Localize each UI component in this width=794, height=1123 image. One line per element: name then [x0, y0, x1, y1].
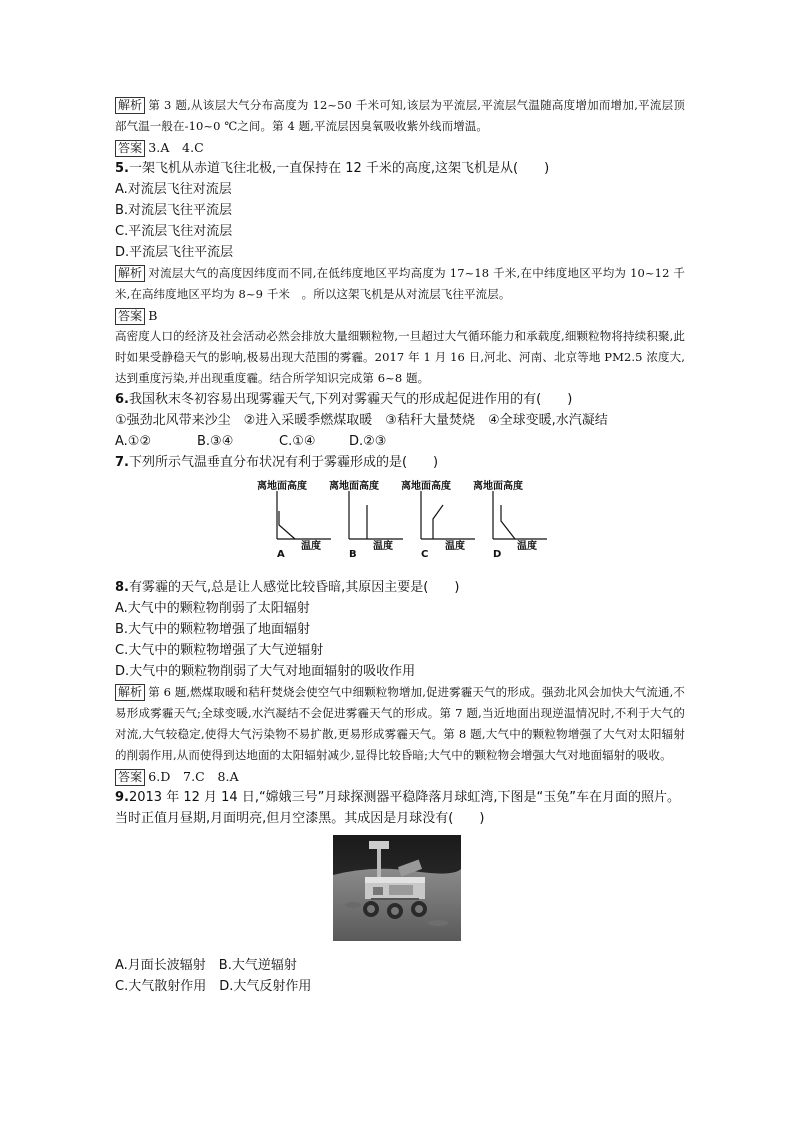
- answer-text: 3.A 4.C: [148, 140, 204, 155]
- question-5: [115, 158, 685, 179]
- chart-d: [473, 477, 557, 569]
- answer-tag: 答案: [115, 308, 145, 325]
- answer-tag: 答案: [115, 140, 145, 157]
- chart-a-curve: [279, 511, 295, 539]
- option-d: D.平流层飞往平流层: [115, 245, 234, 260]
- answer-text: B: [148, 308, 158, 323]
- answer-q6-q8: [115, 766, 685, 787]
- option-a: A.①②: [115, 434, 152, 449]
- chart-d-curve: [501, 505, 515, 539]
- y-axis-label: 离地面高度: [473, 481, 523, 492]
- question-6-items: ①强劲北风带来沙尘 ②进入采暖季燃煤取暖 ③秸秆大量焚烧 ④全球变暖,水汽凝结: [115, 413, 608, 428]
- question-stem: 有雾霾的天气,总是让人感觉比较昏暗,其原因主要是( ): [128, 580, 460, 595]
- yutu-rover-photo: [333, 835, 461, 941]
- y-axis-label: 离地面高度: [401, 481, 451, 492]
- chart-letter: B: [349, 549, 357, 560]
- option-b: B.③④: [197, 434, 234, 449]
- option-d: D.②③: [349, 434, 387, 449]
- analysis-tag: 解析: [115, 684, 145, 701]
- question-number: 9.: [115, 790, 129, 805]
- chart-d-plot: [483, 491, 549, 541]
- option-c: C.大气中的颗粒物增强了大气逆辐射: [115, 643, 324, 658]
- y-axis-label: 离地面高度: [329, 481, 379, 492]
- question-stem: 我国秋末冬初容易出现雾霾天气,下列对雾霾天气的形成起促进作用的有( ): [128, 392, 573, 407]
- option-c: C.平流层飞往对流层: [115, 224, 233, 239]
- chart-b-plot: [339, 491, 405, 541]
- chart-letter: C: [421, 549, 429, 560]
- analysis-q3-q4: [115, 95, 685, 137]
- analysis-text: 对流层大气的高度因纬度而不同,在低纬度地区平均高度为 17~18 千米,在中纬度地区平均为 10~12 千米,在高纬度地区平均为 8~9 千米 。所以这架飞机是从对流层飞往平流层。: [115, 266, 685, 301]
- y-axis-label: 离地面高度: [257, 481, 307, 492]
- question-number: 6.: [115, 392, 129, 407]
- question-6: [115, 389, 685, 410]
- question-9-options-row-2: C.大气散射作用 D.大气反射作用: [115, 979, 312, 994]
- worksheet-page: [115, 95, 685, 997]
- chart-c-curve: [433, 505, 443, 539]
- question-9: [115, 787, 685, 829]
- question-number: 5.: [115, 161, 129, 176]
- reading-material: 高密度人口的经济及社会活动必然会排放大量细颗粒物,一旦超过大气循环能力和承载度,细颗粒物将持续积聚,此时如果受静稳天气的影响,极易出现大范围的雾霾。2017 年 1 月 16 日,河北、河南、北京等地 PM2.5 浓度大,达到重度污染,并出现重度霾。结合所学知识完成第 6~8 题。: [115, 329, 685, 385]
- analysis-text: 第 3 题,从该层大气分布高度为 12~50 千米可知,该层为平流层,平流层气温随高度增加而增加,平流层顶部气温一般在-10~0 ℃之间。第 4 题,平流层因臭氧吸收紫外线而增温。: [115, 98, 685, 133]
- question-number: 8.: [115, 580, 129, 595]
- chart-c-plot: [411, 491, 477, 541]
- question-7: [115, 452, 685, 473]
- option-a: A.大气中的颗粒物削弱了太阳辐射: [115, 601, 310, 616]
- option-b: B.大气中的颗粒物增强了地面辐射: [115, 622, 311, 637]
- answer-tag: 答案: [115, 769, 145, 786]
- option-d: D.大气中的颗粒物削弱了大气对地面辐射的吸收作用: [115, 664, 416, 679]
- question-number: 7.: [115, 455, 129, 470]
- answer-text: 6.D 7.C 8.A: [148, 769, 239, 784]
- analysis-text: 第 6 题,燃煤取暖和秸秆焚烧会使空气中细颗粒物增加,促进雾霾天气的形成。强劲北风会加快大气流通,不易形成雾霾天气;全球变暖,水汽凝结不会促进雾霾天气的形成。第 7 题,当近地面出现逆温情况时,不利于大气的对流,大气较稳定,使得大气污染物不易扩散,更易形成雾霾天气。第 8 题,大气中的颗粒物增强了大气对太阳辐射的削弱作用,从而使得到达地面的太阳辐射减少,显得比较昏暗;大气中的颗粒物会增强大气对地面辐射的吸收。: [115, 685, 685, 762]
- x-axis-label: 温度: [445, 541, 465, 552]
- option-a: A.对流层飞往对流层: [115, 182, 232, 197]
- analysis-q5: [115, 263, 685, 305]
- question-stem: 一架飞机从赤道飞往北极,一直保持在 12 千米的高度,这架飞机是从( ): [128, 161, 550, 176]
- analysis-tag: 解析: [115, 97, 145, 114]
- question-stem: 2013 年 12 月 14 日,“嫦娥三号”月球探测器平稳降落月球虹湾,下图是“玉兔”车在月面的照片。当时正值月昼期,月面明亮,但月空漆黑。其成因是月球没有( ): [115, 790, 681, 826]
- answer-q5: [115, 305, 685, 326]
- question-9-options-row-1: A.月面长波辐射 B.大气逆辐射: [115, 958, 297, 973]
- question-6-options: [115, 431, 685, 452]
- question-stem: 下列所示气温垂直分布状况有利于雾霾形成的是( ): [128, 455, 439, 470]
- option-c: C.①④: [279, 434, 316, 449]
- option-b: B.对流层飞往平流层: [115, 203, 233, 218]
- x-axis-label: 温度: [301, 541, 321, 552]
- analysis-q6-q8: [115, 682, 685, 766]
- answer-q3-q4: [115, 137, 685, 158]
- analysis-tag: 解析: [115, 265, 145, 282]
- x-axis-label: 温度: [517, 541, 537, 552]
- chart-letter: D: [493, 549, 502, 560]
- question-8: [115, 577, 685, 598]
- temperature-profile-charts: [115, 477, 685, 569]
- chart-a-plot: [267, 491, 333, 541]
- chart-letter: A: [277, 549, 285, 560]
- x-axis-label: 温度: [373, 541, 393, 552]
